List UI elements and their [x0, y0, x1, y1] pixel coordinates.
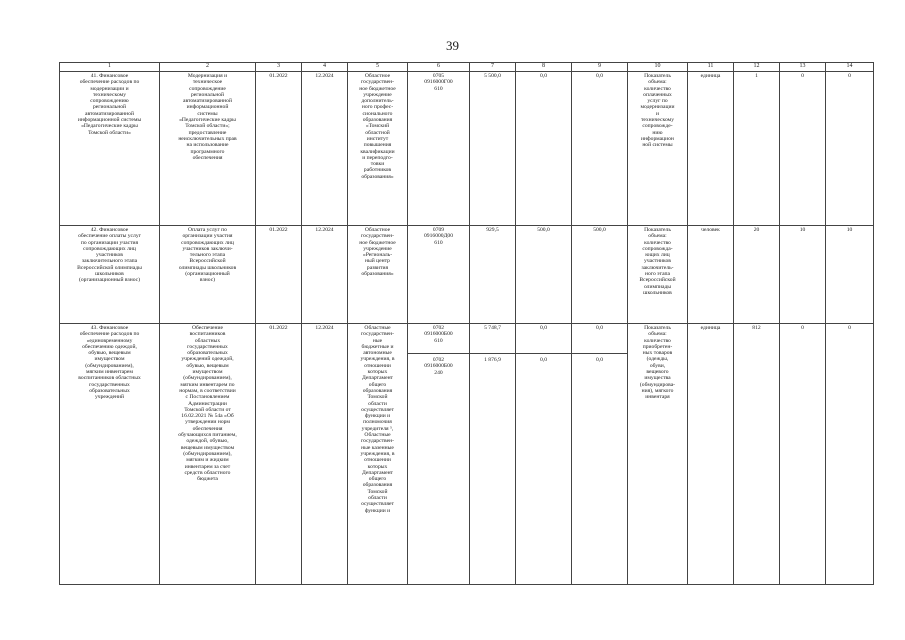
budget-table	[59, 62, 874, 585]
end-date-cell: 12.2024	[302, 72, 348, 226]
indicator-cell: Показатель объема: количество сопровожда- ющих лиц участников заключитель- ного этапа Всероссийской олимпиады школьников	[628, 226, 688, 324]
value-2023-cell: 0	[780, 324, 826, 585]
value-2024-cell: 0	[826, 324, 874, 585]
unit-cell: единица	[688, 324, 734, 585]
table-row	[60, 72, 874, 226]
amount-2024-cell: 0,0	[572, 72, 628, 226]
column-header: 13	[780, 63, 826, 72]
page-number: 39	[446, 38, 459, 53]
amount-2023-cell	[516, 324, 572, 585]
budget-code-cell: 0709 0916000Д00 610	[408, 226, 470, 324]
amount-2022-cell: 929,5	[470, 226, 516, 324]
event-content-cell: Обеспечение воспитанников областных государственных образовательных учреждений одеждой, обувью, вещевым имуществом (обмундированием), мягким инвентарем по нормам, в соответствии с Постановлением Администрации Томской области от 16.02.2021 № 54а «Об утверждении норм обеспечения обучающихся питанием, одеждой, обувью, вещевым имуществом (обмундированием), мягким и жидким инвентарем за счет средств областного бюджета	[160, 324, 256, 585]
column-header: 11	[688, 63, 734, 72]
amount-2022-sub-2: 1 876,9	[484, 357, 501, 363]
budget-code-cell: 0705 0916000Г00 610	[408, 72, 470, 226]
amount-2023-cell: 0,0	[516, 72, 572, 226]
amount-2022-cell	[470, 324, 516, 585]
start-date-cell: 01.2022	[256, 324, 302, 585]
value-2024-cell: 10	[826, 226, 874, 324]
amount-2024-cell: 500,0	[572, 226, 628, 324]
end-date-cell: 12.2024	[302, 226, 348, 324]
column-header: 9	[572, 63, 628, 72]
column-header: 7	[470, 63, 516, 72]
column-header: 2	[160, 63, 256, 72]
value-2024-cell: 0	[826, 72, 874, 226]
value-2022-cell: 812	[734, 324, 780, 585]
amount-2024-cell	[572, 324, 628, 585]
indicator-cell: Показатель объема: количество приобретен- ных товаров (одежды, обуви, вещевого имущества (обмундирова- ния), мягкого инвентаря	[628, 324, 688, 585]
value-2022-cell: 1	[734, 72, 780, 226]
budget-code-sub-1: 0702 0916000Б00 610	[408, 324, 469, 354]
event-content-cell: Оплата услуг по организации участия сопровождающих лиц участников заключи- тельного этапа Всероссийской олимпиады школьников (организационный взнос)	[160, 226, 256, 324]
column-header: 5	[348, 63, 408, 72]
table-row	[60, 324, 874, 585]
amount-2023-sub-2: 0,0	[540, 357, 547, 363]
column-header: 3	[256, 63, 302, 72]
start-date-cell: 01.2022	[256, 72, 302, 226]
column-header: 14	[826, 63, 874, 72]
column-number-row	[60, 63, 874, 72]
column-header: 1	[60, 63, 160, 72]
executor-cell: Областное государствен- ное бюджетное учреждение дополнитель- ного профес- сионального образования «Томский областной институт повышения квалификации и переподго- товки работников образования»	[348, 72, 408, 226]
budget-code-cell	[408, 324, 470, 585]
event-name-cell: 41. Финансовое обеспечение расходов по модернизации и техническому сопровождению региональной автоматизированной информационной системы «Педагогические кадры Томской области»	[60, 72, 160, 226]
column-header: 12	[734, 63, 780, 72]
end-date-cell: 12.2024	[302, 324, 348, 585]
amount-2022-sub-1: 5 748,7	[470, 324, 515, 354]
amount-2023-sub-1: 0,0	[516, 324, 571, 354]
executor-cell: Областные государствен- ные бюджетные и автономные учреждения, в отношении которых Департамент общего образования Томской области осуществляет функции и полномочия учредителя ⁵, Областные государствен- ные казенные учреждения, в отношении которых Департамент общего образования Томской области осуществляет функции и	[348, 324, 408, 585]
column-header: 8	[516, 63, 572, 72]
column-header: 4	[302, 63, 348, 72]
budget-code-sub-2: 0702 0916000Б00 240	[424, 357, 453, 376]
table-row	[60, 226, 874, 324]
start-date-cell: 01.2022	[256, 226, 302, 324]
event-content-cell: Модернизация и техническое сопровождение региональной автоматизированной информационной системы «Педагогические кадры Томской области»; предоставление неисключительных прав на использование программного обеспечения	[160, 72, 256, 226]
unit-cell: единица	[688, 72, 734, 226]
amount-2024-sub-1: 0,0	[572, 324, 627, 354]
column-header: 6	[408, 63, 470, 72]
event-name-cell: 42. Финансовое обеспечение оплаты услуг по организации участия сопровождающих лиц участников заключительного этапа Всероссийской олимпиады школьников (организационный взнос)	[60, 226, 160, 324]
unit-cell: человек	[688, 226, 734, 324]
amount-2024-sub-2: 0,0	[596, 357, 603, 363]
event-name-cell: 43. Финансовое обеспечение расходов по «единовременному обеспечению одеждой, обувью, вещевым имуществом (обмундированием), мягким инвентарем воспитанников областных государственных образовательных учреждений	[60, 324, 160, 585]
amount-2023-cell: 500,0	[516, 226, 572, 324]
value-2023-cell: 0	[780, 72, 826, 226]
column-header: 10	[628, 63, 688, 72]
value-2023-cell: 10	[780, 226, 826, 324]
amount-2022-cell: 5 500,0	[470, 72, 516, 226]
indicator-cell: Показатель объема: количество оплаченных услуг по модернизации и техническому сопровожде- нию информацион ной системы	[628, 72, 688, 226]
executor-cell: Областное государствен- ное бюджетное учреждение «Региональ- ный центр развития образования»	[348, 226, 408, 324]
value-2022-cell: 20	[734, 226, 780, 324]
